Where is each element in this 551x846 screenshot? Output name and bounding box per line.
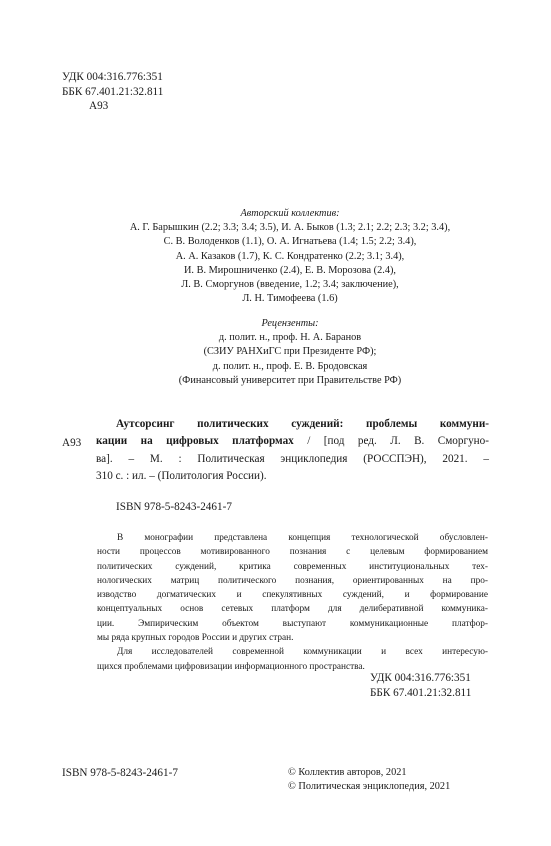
author-mark: А93 xyxy=(89,100,109,113)
abstract-line: Для исследователей современной коммуникации и всех интересую- xyxy=(117,647,488,658)
abstract-line: изводство догматических и спекулятивных суждений, и формирование xyxy=(97,590,488,601)
bib-title-bold: кации на цифровых платформах xyxy=(96,435,294,448)
udk-code: УДК 004:316.776:351 xyxy=(370,672,471,684)
reviewer-line: (Финансовый университет при Правительстве РФ) xyxy=(178,374,402,386)
abstract-line: концептуальных основ сетевых платформ для делиберативной коммуника- xyxy=(97,604,488,615)
bbk-code: ББК 67.401.21:32.811 xyxy=(62,85,164,98)
abstract-line: В монографии представлена концепция технологической обусловлен- xyxy=(117,533,488,543)
reviewer-line: д. полит. н., проф. Е. В. Бродовская xyxy=(212,360,368,372)
reviewers-title: Рецензенты: xyxy=(261,318,319,329)
bib-editor: / [под ред. Л. В. Сморгуно- xyxy=(293,435,489,448)
abstract-line: политических суждений, критика современных институциональных тех- xyxy=(97,561,488,572)
bottom-isbn: ISBN 978-5-8243-2461-7 xyxy=(62,767,178,779)
authors-line: С. В. Володенков (1.1), О. А. Игнатьева (1.4; 1.5; 2.2; 3.4), xyxy=(163,236,417,248)
copyright-authors: © Коллектив авторов, 2021 xyxy=(288,767,407,778)
abstract-line: нологических матриц политического познания, ориентированных на про- xyxy=(97,575,488,586)
header-codes xyxy=(62,70,163,114)
bib-publisher-line: ва]. – М. : Политическая энциклопедия (РОССПЭН), 2021. – xyxy=(96,452,489,465)
abstract-line: мы ряда крупных городов России и других стран. xyxy=(97,633,294,644)
bib-pages-line: 310 с. : ил. – (Политология России). xyxy=(96,470,267,483)
reviewer-line: д. полит. н., проф. Н. А. Баранов xyxy=(218,332,362,344)
copyright-block xyxy=(288,766,450,794)
bib-title-line xyxy=(96,433,489,450)
reviewer-line: (СЗИУ РАНХиГС при Президенте РФ); xyxy=(203,346,377,358)
abstract-line: ции. Эмпирическим объектом выступают коммуникационные платфор- xyxy=(97,618,488,629)
footer-codes xyxy=(370,671,471,700)
authors-line: Л. В. Сморгунов (введение, 1.2; 3.4; заключение), xyxy=(181,279,399,291)
bib-title-line: Аутсорсинг политических суждений: проблемы коммуни- xyxy=(116,418,489,430)
reviewers-block xyxy=(60,317,520,388)
authors-line: А. Г. Барышкин (2.2; 3.3; 3.4; 3.5), И. А. Быков (1.3; 2.1; 2.2; 2.3; 3.2; 3.4), xyxy=(129,222,451,234)
copyright-publisher: © Политическая энциклопедия, 2021 xyxy=(288,781,451,793)
authors-line: Л. Н. Тимофеева (1.6) xyxy=(242,293,338,305)
abstract-line: щихся проблемами цифровизации информационного пространства. xyxy=(97,661,365,672)
authors-block xyxy=(60,207,520,306)
bib-mark: А93 xyxy=(62,437,82,449)
udk-code: УДК 004:316.776:351 xyxy=(62,71,163,83)
bib-isbn: ISBN 978-5-8243-2461-7 xyxy=(116,501,232,513)
authors-line: А. А. Казаков (1.7), К. С. Кондратенко (2.2; 3.1; 3.4), xyxy=(175,250,405,262)
abstract xyxy=(97,531,488,674)
bbk-code: ББК 67.401.21:32.811 xyxy=(370,686,472,699)
authors-line: И. В. Мирошниченко (2.4), Е. В. Морозова (2.4), xyxy=(184,264,396,276)
authors-title: Авторский коллектив: xyxy=(240,208,340,219)
abstract-line: ности процессов мотивированного познания с целевым формированием xyxy=(97,547,488,558)
bib-record xyxy=(96,416,489,486)
